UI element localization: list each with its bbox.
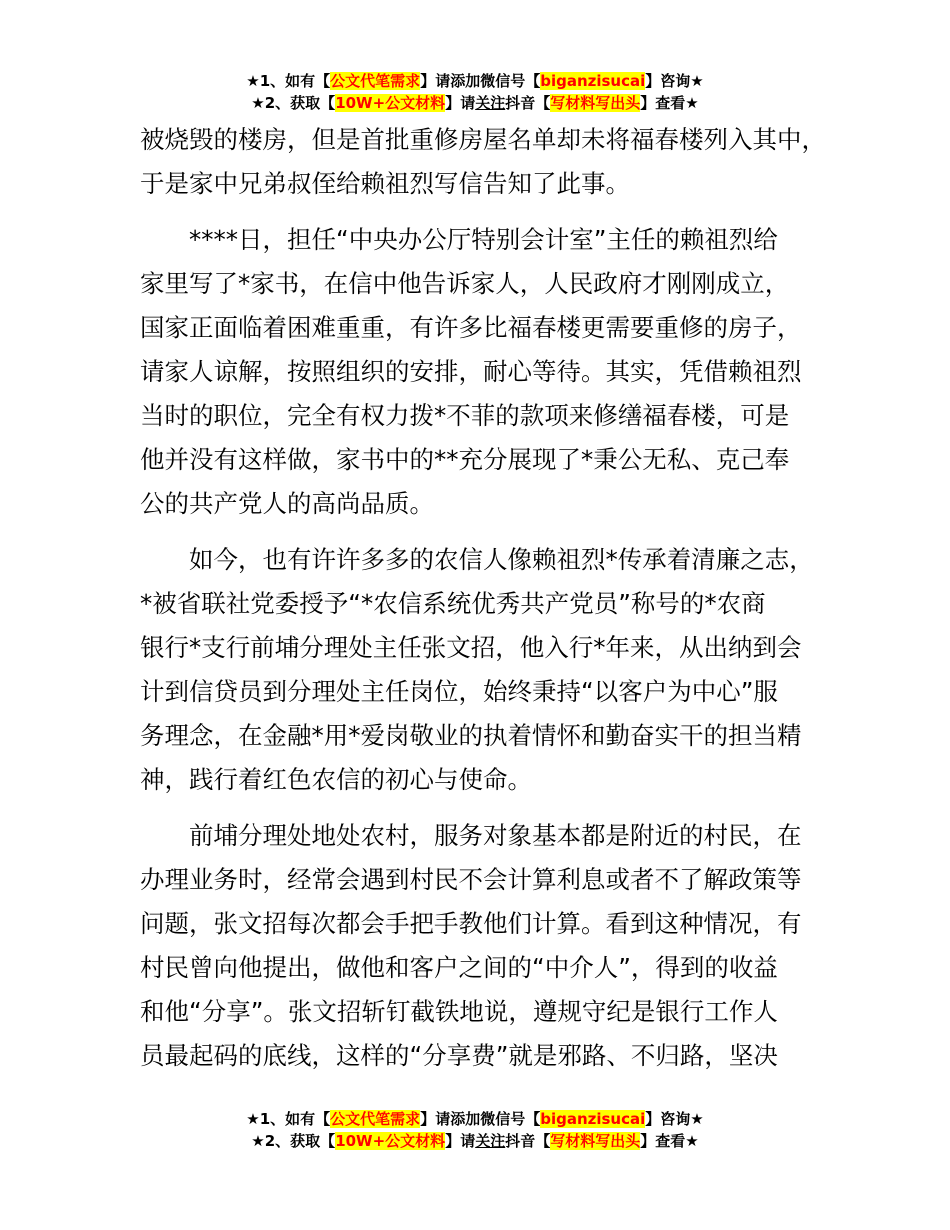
document-body <box>140 118 830 1078</box>
promo-text: 抖音【 <box>505 1132 551 1150</box>
text-line: ****日，担任“中央办公厅特别会计室”主任的赖祖烈给 <box>189 225 778 254</box>
header-promo-banner <box>0 70 950 114</box>
promo-highlight: 公文代笔需求 <box>330 1110 421 1128</box>
text-line: 务理念，在金融*用*爱岗敬业的执着情怀和勤奋实干的担当精 <box>140 721 802 750</box>
promo-line-2 <box>0 92 950 114</box>
promo-text: 】查看★ <box>640 94 699 112</box>
text-line: 计到信贷员到分理处主任岗位，始终秉持“以客户为中心”服 <box>140 677 778 706</box>
promo-text: 】咨询★ <box>645 72 704 90</box>
promo-text: ★1、如有【 <box>246 1110 331 1128</box>
text-line: 员最起码的底线，这样的“分享费”就是邪路、不归路，坚决 <box>140 1041 778 1070</box>
text-line: 办理业务时，经常会遇到村民不会计算利息或者不了解政策等 <box>140 865 802 894</box>
promo-text: ★2、获取【 <box>251 94 336 112</box>
text-line: 家里写了*家书，在信中他告诉家人，人民政府才刚刚成立， <box>140 269 790 298</box>
text-line: 被烧毁的楼房，但是首批重修房屋名单却未将福春楼列入其中， <box>140 125 826 154</box>
promo-wechat-id: biganzisucai <box>540 72 646 90</box>
text-line: 问题，张文招每次都会手把手教他们计算。看到这种情况，有 <box>140 909 802 938</box>
promo-line-1 <box>0 1108 950 1130</box>
promo-underlined: 关注 <box>475 94 506 112</box>
text-line: 请家人谅解，按照组织的安排，耐心等待。其实，凭借赖祖烈 <box>140 357 802 386</box>
promo-text: 】请 <box>445 94 476 112</box>
promo-douyin-name: 写材料写出头 <box>550 1132 641 1150</box>
promo-text: 抖音【 <box>505 94 551 112</box>
promo-highlight: 10W+公文材料 <box>335 1132 446 1150</box>
promo-wechat-id: biganzisucai <box>540 1110 646 1128</box>
text-line: 村民曾向他提出，做他和客户之间的“中介人”，得到的收益 <box>140 953 778 982</box>
text-line: 他并没有这样做，家书中的**充分展现了*秉公无私、克己奉 <box>140 445 790 474</box>
text-line: 和他“分享”。张文招斩钉截铁地说，遵规守纪是银行工作人 <box>140 997 778 1026</box>
text-line: 公的共产党人的高尚品质。 <box>140 489 434 518</box>
promo-highlight: 公文代笔需求 <box>330 72 421 90</box>
footer-promo-banner <box>0 1108 950 1152</box>
promo-line-2 <box>0 1130 950 1152</box>
promo-line-1 <box>0 70 950 92</box>
text-line: 如今，也有许许多多的农信人像赖祖烈*传承着清廉之志， <box>189 545 814 574</box>
promo-text: 】请添加微信号【 <box>420 72 541 90</box>
promo-underlined: 关注 <box>475 1132 506 1150</box>
promo-text: 】咨询★ <box>645 1110 704 1128</box>
text-line: 国家正面临着困难重重，有许多比福春楼更需要重修的房子， <box>140 313 802 342</box>
promo-text: ★2、获取【 <box>251 1132 336 1150</box>
promo-douyin-name: 写材料写出头 <box>550 94 641 112</box>
paragraph <box>140 218 830 526</box>
text-line: *被省联社党委授予“*农信系统优秀共产党员”称号的*农商 <box>140 589 766 618</box>
text-line: 前埔分理处地处农村，服务对象基本都是附近的村民，在 <box>189 821 802 850</box>
text-line: 神，践行着红色农信的初心与使命。 <box>140 765 532 794</box>
text-line: 于是家中兄弟叔侄给赖祖烈写信告知了此事。 <box>140 169 630 198</box>
promo-text: 】请 <box>445 1132 476 1150</box>
promo-text: ★1、如有【 <box>246 72 331 90</box>
promo-text: 】请添加微信号【 <box>420 1110 541 1128</box>
text-line: 当时的职位，完全有权力拨*不菲的款项来修缮福春楼，可是 <box>140 401 790 430</box>
promo-highlight: 10W+公文材料 <box>335 94 446 112</box>
promo-text: 】查看★ <box>640 1132 699 1150</box>
text-line: 银行*支行前埔分理处主任张文招，他入行*年来，从出纳到会 <box>140 633 802 662</box>
paragraph <box>140 118 830 206</box>
paragraph <box>140 814 830 1078</box>
paragraph <box>140 538 830 802</box>
